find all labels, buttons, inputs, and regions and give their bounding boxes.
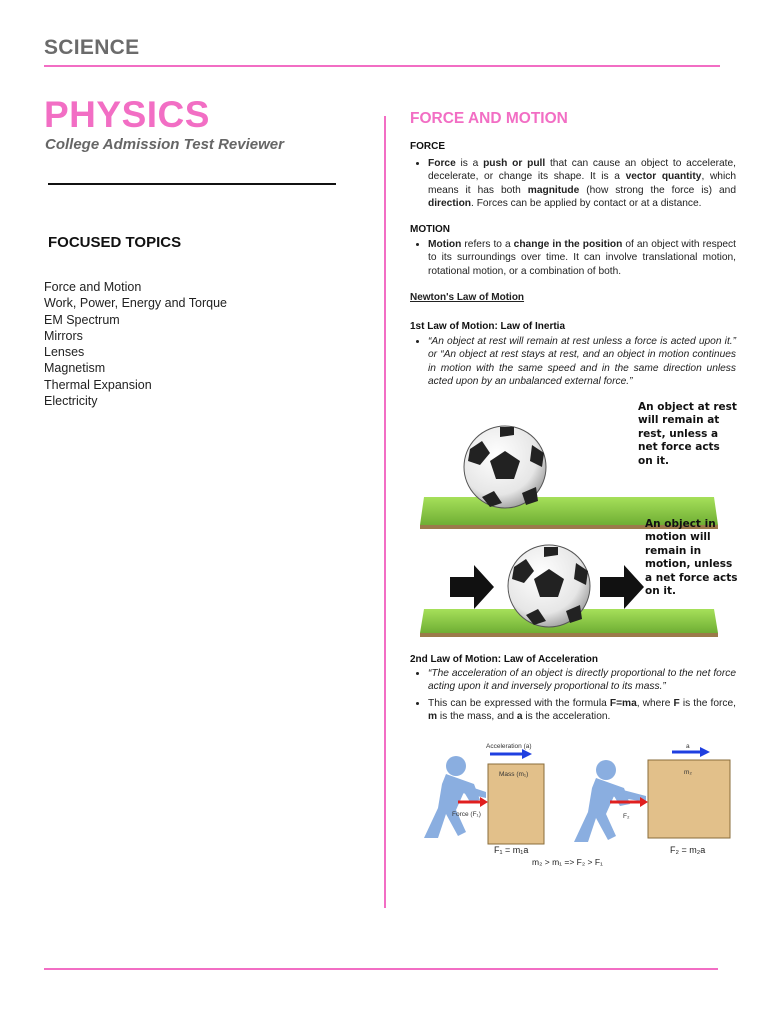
newton-heading: Newton's Law of Motion — [410, 292, 525, 304]
equation-2: F₂ = m₂a — [670, 844, 706, 855]
force-list — [410, 157, 736, 211]
list-item: Electricity — [44, 394, 98, 409]
force-definition: • Force is a push or pull that can cause an object to accelerate, decelerate, or change its shape. It is a vector quantity, which means it has both magnitude (how strong the force is) and direction. Forces can be applied by contact or at a distance. — [428, 157, 736, 211]
arrow-head-icon — [700, 747, 710, 757]
arrow-right-icon — [450, 565, 494, 609]
equation-1: F₁ = m₁a — [494, 844, 529, 855]
arrow-right-icon — [600, 565, 644, 609]
inertia-figure — [410, 401, 736, 647]
page-title: PHYSICS — [44, 94, 210, 135]
law1-heading: 1st Law of Motion: Law of Inertia — [410, 321, 565, 333]
list-item: Lenses — [44, 345, 85, 360]
right-column — [410, 110, 736, 866]
motion-heading: MOTION — [410, 224, 450, 236]
force2-label: F₂ — [623, 812, 630, 820]
section-label: SCIENCE — [44, 36, 140, 59]
list-item: Magnetism — [44, 361, 106, 376]
motion-caption: An object in motion will remain in motion, unless a net force acts on it. — [645, 517, 738, 597]
equation-3: m₂ > m₁ => F₂ > F₁ — [532, 856, 603, 867]
law2-list — [410, 667, 736, 724]
a-label: a — [686, 742, 690, 750]
section-title: FORCE AND MOTION — [410, 110, 568, 127]
list-item: EM Spectrum — [44, 312, 120, 327]
acceleration-figure — [410, 740, 736, 866]
law1-text: • “An object at rest will remain at rest unless a force is acted upon it.” or “An object at rest stays at rest, and an object in motion continues in motion with the same speed and in the same direction unless acted upon by an unbalanced external force.” — [428, 335, 736, 389]
platform-edge — [420, 633, 718, 637]
person-pushing-icon — [424, 756, 486, 838]
arrow-head-icon — [480, 797, 488, 807]
mass2-label: m₂ — [684, 768, 692, 776]
title-underline — [48, 183, 336, 185]
header-divider — [44, 65, 720, 67]
motion-list — [410, 238, 736, 278]
motion-definition: • Motion refers to a change in the position of an object with respect to its surroundings over time. It can involve translational motion, rotational motion, or a combination of both. — [428, 238, 736, 278]
list-item: Mirrors — [44, 328, 83, 343]
force1-label: Force (F₁) — [452, 810, 481, 818]
law1-list — [410, 335, 736, 389]
law2-formula-text: • This can be expressed with the formula F=ma, where F is the force, m is the mass, and a is the acceleration. — [428, 697, 736, 724]
topics-list — [44, 279, 227, 409]
column-divider — [384, 116, 386, 908]
rest-caption: An object at rest will remain at rest, unless a net force acts on it. — [638, 400, 737, 467]
soccer-ball-icon — [464, 426, 546, 508]
list-item: Thermal Expansion — [44, 377, 152, 392]
soccer-ball-icon — [508, 545, 590, 627]
law2-heading: 2nd Law of Motion: Law of Acceleration — [410, 653, 598, 665]
acceleration-label: Acceleration (a) — [486, 742, 532, 750]
topics-heading: FOCUSED TOPICS — [48, 234, 182, 251]
mass1-label: Mass (m₁) — [499, 770, 529, 778]
list-item: Work, Power, Energy and Torque — [44, 296, 227, 311]
page-subtitle: College Admission Test Reviewer — [45, 136, 284, 153]
list-item: Force and Motion — [44, 280, 142, 294]
footer-divider — [44, 968, 718, 970]
law2-text: • “The acceleration of an object is directly proportional to the net force acting upon it and inversely proportional to its mass.” — [428, 667, 736, 694]
force-heading: FORCE — [410, 141, 445, 153]
